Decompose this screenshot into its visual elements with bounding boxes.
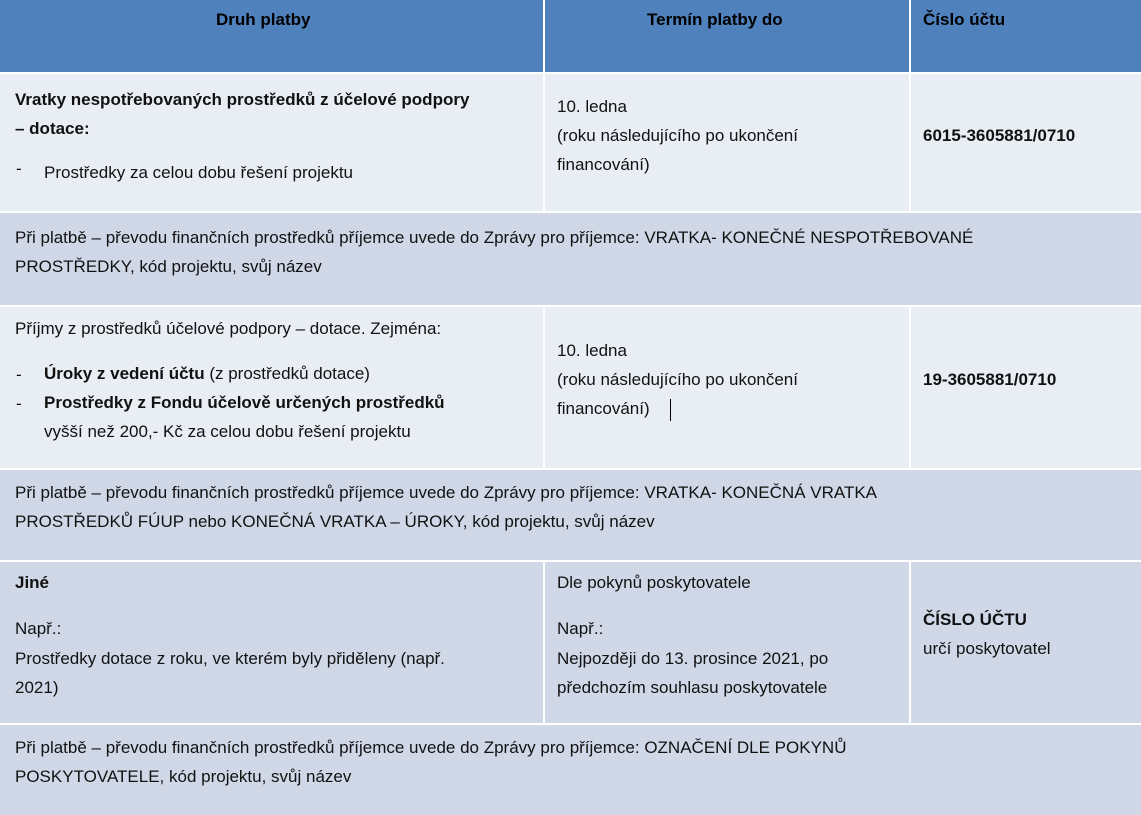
row1-title-line2: – dotace: (15, 119, 90, 138)
header-col3-label: Číslo účtu (923, 10, 1006, 29)
bullet-dash: - (16, 394, 22, 413)
row3-title: Jiné (15, 573, 50, 592)
row1-term-line1: 10. ledna (557, 97, 627, 116)
row1-title-line1: Vratky nespotřebovaných prostředků z účelové podpory (15, 90, 470, 109)
row3-desc-line2: 2021) (15, 678, 59, 697)
row2-term-cell (545, 307, 909, 468)
row3-term-cell (545, 562, 909, 723)
row3-napr: Např.: (15, 619, 62, 638)
row1-term-line3: financování) (557, 155, 650, 174)
note3-cell (0, 725, 1141, 815)
row1-account-cell (911, 74, 1141, 211)
text-cursor (670, 399, 671, 421)
row1-bullet: Prostředky za celou dobu řešení projektu (44, 163, 354, 182)
row1-term-cell (545, 74, 909, 211)
row1-term-line2: (roku následujícího po ukončení (557, 126, 798, 145)
row2-intro: Příjmy z prostředků účelové podpory – dotace. Zejména: (15, 319, 442, 338)
note1-line1: Při platbě – převodu finančních prostředků příjemce uvede do Zprávy pro příjemce: VRATKA- KONEČNÉ NESPOTŘEBOVANÉ (15, 228, 974, 247)
row3-desc-line1: Prostředky dotace z roku, ve kterém byly přiděleny (např. (15, 649, 445, 668)
note2-line1: Při platbě – převodu finančních prostředků příjemce uvede do Zprávy pro příjemce: VRATKA- KONEČNÁ VRATKA (15, 483, 878, 502)
header-termin (545, 0, 909, 72)
header-druh-platby (0, 0, 543, 72)
note3-line2: POSKYTOVATELE, kód projektu, svůj název (15, 767, 352, 786)
row2-term-line3: financování) (557, 399, 650, 418)
header-col1-label: Druh platby (216, 10, 311, 29)
row3-account-title: ČÍSLO ÚČTU (923, 610, 1027, 629)
note2-cell (0, 470, 1141, 560)
note3-line1: Při platbě – převodu finančních prostředků příjemce uvede do Zprávy pro příjemce: OZNAČENÍ DLE POKYNŮ (15, 738, 847, 757)
header-col2-label: Termín platby do (647, 10, 783, 29)
row2-account-cell (911, 307, 1141, 468)
note1-line2: PROSTŘEDKY, kód projektu, svůj název (15, 257, 322, 276)
row3-account-cell (911, 562, 1141, 723)
note1-cell (0, 213, 1141, 305)
row2-bullet1-bold: Úroky z vedení účtu (44, 364, 205, 383)
row3-term-line1: Nejpozději do 13. prosince 2021, po (557, 649, 829, 668)
row2-bullet2: Prostředky z Fondu účelově určených prostředků (44, 393, 445, 412)
row3-term-line2: předchozím souhlasu poskytovatele (557, 678, 828, 697)
row2-type-cell (0, 307, 543, 468)
header-cislo-uctu (911, 0, 1141, 72)
row3-term-title: Dle pokynů poskytovatele (557, 573, 751, 592)
row2-term-line2: (roku následujícího po ukončení (557, 370, 798, 389)
note2-line2: PROSTŘEDKŮ FÚUP nebo KONEČNÁ VRATKA – ÚROKY, kód projektu, svůj název (15, 512, 655, 531)
row2-account: 19-3605881/0710 (923, 370, 1057, 389)
bullet-dash: - (16, 159, 22, 178)
row3-term-napr: Např.: (557, 619, 604, 638)
row2-bullet1 (44, 359, 370, 388)
row2-bullet2-cont: vyšší než 200,- Kč za celou dobu řešení projektu (44, 422, 411, 441)
row2-term-line1: 10. ledna (557, 341, 627, 360)
row1-type-cell (0, 74, 543, 211)
row2-bullet1-rest: (z prostředků dotace) (204, 364, 370, 383)
bullet-dash: - (16, 365, 22, 384)
row3-account-desc: určí poskytovatel (923, 639, 1051, 658)
row1-account: 6015-3605881/0710 (923, 126, 1076, 145)
row3-type-cell (0, 562, 543, 723)
